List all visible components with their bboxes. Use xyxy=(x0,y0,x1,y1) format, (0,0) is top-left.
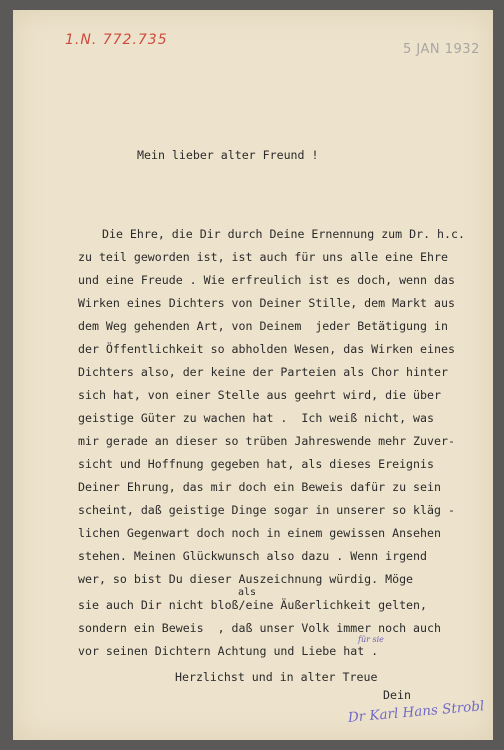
body-line: Wirken eines Dichters von Deiner Stille, dem Markt aus xyxy=(78,296,455,310)
body-line: der Öffentlichkeit so abholden Wesen, das Wirken eines xyxy=(78,342,455,356)
archive-number: 1.N. 772.735 xyxy=(65,32,168,48)
date-stamp: 5 JAN 1932 xyxy=(403,42,480,57)
body-line: Die Ehre, die Dir durch Deine Ernennung zum Dr. h.c. xyxy=(102,227,465,241)
body-line: mir gerade an dieser so trüben Jahreswende mehr Zuver- xyxy=(78,434,455,448)
handwritten-insert-fuer-sie: für sie xyxy=(358,635,384,644)
body-line: dem Weg gehenden Art, von Deinem jeder Betätigung in xyxy=(78,319,448,333)
closing-dein: Dein xyxy=(383,688,411,702)
letter-page xyxy=(13,10,493,740)
body-line: Dichters also, der keine der Parteien als Chor hinter xyxy=(78,365,448,379)
body-line: zu teil geworden ist, ist auch für uns alle eine Ehre xyxy=(78,250,448,264)
body-line: sie auch Dir nicht bloß/eine Äußerlichkeit gelten, xyxy=(78,598,428,612)
body-line: geistige Güter zu wachen hat . Ich weiß nicht, was xyxy=(78,411,434,425)
body-line: sondern ein Beweis , daß unser Volk immer noch auch xyxy=(78,621,441,635)
salutation: Mein lieber alter Freund ! xyxy=(137,148,319,162)
interlinear-insert-als: als xyxy=(238,587,257,598)
body-line: sich hat, von einer Stelle aus geehrt wird, die über xyxy=(78,388,441,402)
body-line: scheint, daß geistige Dinge sogar in unserer so kläg - xyxy=(78,503,455,517)
handwritten-signature: Dr Karl Hans Strobl xyxy=(347,698,485,726)
body-line: Deiner Ehrung, das mir doch ein Beweis dafür zu sein xyxy=(78,480,441,494)
body-line: stehen. Meinen Glückwunsch also dazu . Wenn irgend xyxy=(78,549,428,563)
body-line: und eine Freude . Wie erfreulich ist es doch, wenn das xyxy=(78,273,455,287)
body-line: vor seinen Dichtern Achtung und Liebe hat . xyxy=(78,644,379,658)
body-line: sicht und Hoffnung gegeben hat, als dieses Ereignis xyxy=(78,457,434,471)
closing-line: Herzlichst und in alter Treue xyxy=(175,670,378,684)
body-line: lichen Gegenwart doch noch in einem gewissen Ansehen xyxy=(78,526,441,540)
body-line: wer, so bist Du dieser Auszeichnung würdig. Möge xyxy=(78,572,414,586)
